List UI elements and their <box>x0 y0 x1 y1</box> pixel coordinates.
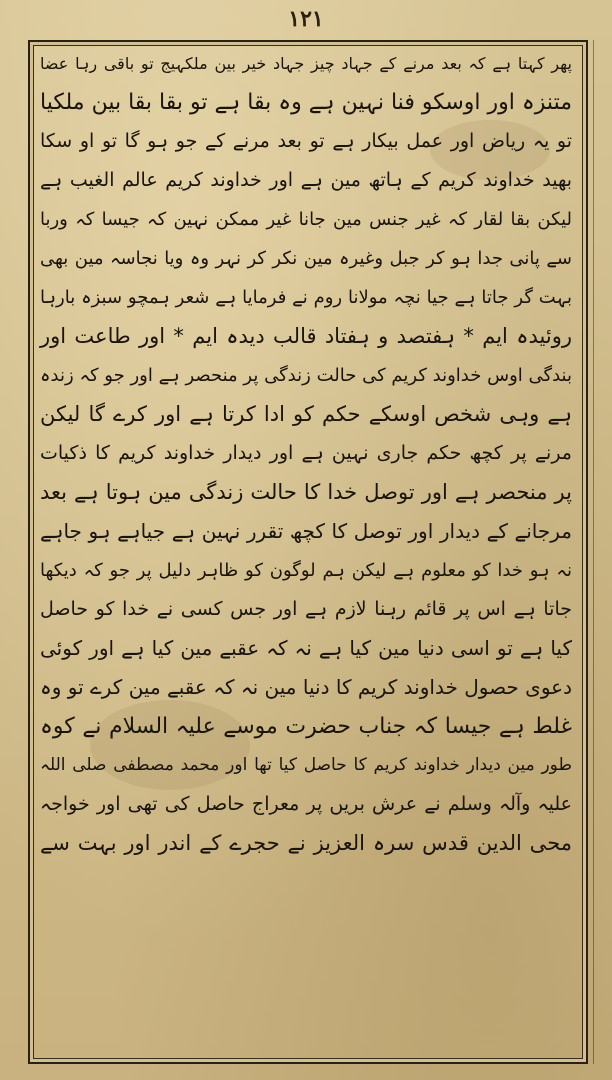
text-line: مرنے پر کچھ حکم جاری نہین ہے اور دیدار خداوند کریم کا ذکیات <box>40 442 572 464</box>
text-line: دعوی حصول خداوند کریم کا دنیا مین نہ کہ عقبے مین کرے تو وہ <box>40 675 572 699</box>
text-line: پر منحصر ہے اور توصل خدا کا حالت زندگی مین ہوتا ہے بعد <box>40 480 572 504</box>
text-line: جاتا ہے اس پر قائم رہنا لازم ہے اور جس کسی نے خدا کو حاصل <box>40 598 572 620</box>
text-line: محی الدین قدس سرہ العزیز نے حجرے کے اندر اور بہت سے <box>40 831 572 855</box>
text-line: سے پانی جدا ہو کر جبل وغیرہ مین نکر کر نہر وہ ویا نجاسہ مین بھی <box>40 248 572 269</box>
text-line: بھید خداوند کریم کے ہاتھ مین ہے اور خداوند کریم عالم الغیب ہے <box>40 169 572 191</box>
text-line: علیہ وآلہ وسلم نے عرش بریں پر معراج حاصل کی تھی اور خواجہ <box>40 793 572 815</box>
text-line: بندگی اوس خداوند کریم کی حالت زندگی پر منحصر ہے اور جو کہ زندہ <box>40 365 572 386</box>
text-line: لیکن بقا لقار کہ غیر جنس مین جانا غیر ممکن نہین کہ جیسا کہ وربا <box>40 209 572 230</box>
text-line: روئیدہ ایم * ہفتصد و ہفتاد قالب دیدہ ایم * اور طاعت اور <box>40 324 572 348</box>
text-line: بہت گر جاتا ہے جیا نچہ مولانا روم نے فرمایا ہے شعر ہمچو سبزہ بارہا <box>40 287 572 308</box>
body-text <box>36 44 576 1058</box>
text-line: تو یہ ریاض اور عمل بیکار ہے تو بعد مرنے کے جو ہو گا تو او سکا <box>40 130 572 152</box>
text-line: پھر کہتا ہے کہ بعد مرنے کے جہاد چیز جہاد خیر بین ملکہیج تو باقی رہا عضا <box>40 54 572 73</box>
page-number: ۱۲۱ <box>288 6 324 32</box>
text-line: ہے وہی شخص اوسکے حکم کو ادا کرتا ہے اور کرے گا لیکن <box>40 402 572 426</box>
text-line: متنزہ اور اوسکو فنا نہین ہے وہ بقا ہے تو بقا بقا بین ملکیا <box>40 90 572 115</box>
text-line: مرجانے کے دیدار اور توصل کا کچھ تقرر نہین ہے جیاہے ہو جاہے <box>40 519 572 543</box>
text-line: طور مین دیدار خداوند کریم کا حاصل کیا تھا اور محمد مصطفی صلی اللہ <box>40 755 572 775</box>
text-line: نہ ہو خدا کو معلوم ہے لیکن ہم لوگون کو ظاہر دلیل پر جو کہ دیکھا <box>40 560 572 581</box>
text-line: کیا ہے تو اسی دنیا مین کیا ہے نہ کہ عقبے مین کیا ہے اور کوئی <box>40 636 572 660</box>
text-line: غلط ہے جیسا کہ جناب حضرت موسے علیہ السلام نے کوہ <box>40 714 572 739</box>
